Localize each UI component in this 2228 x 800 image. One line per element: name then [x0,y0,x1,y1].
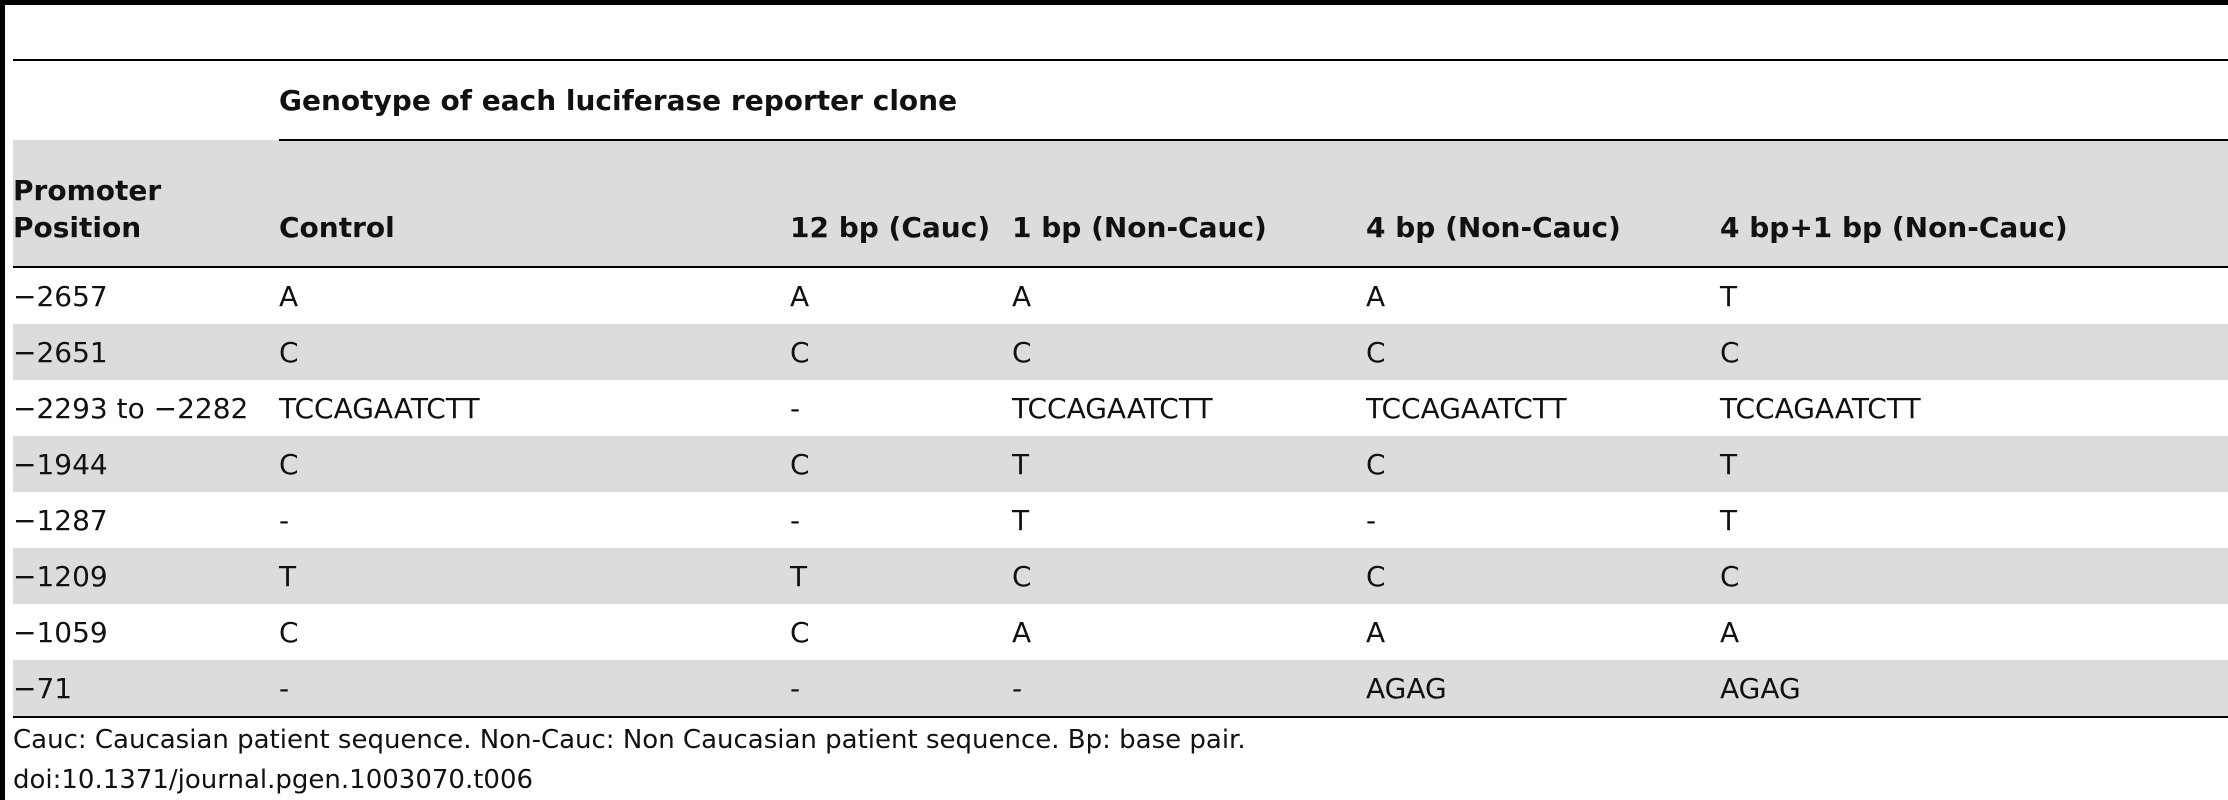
cell-1bp-non-cauc: - [1012,660,1366,717]
cell-4bp-non-cauc: A [1366,279,1386,313]
cell-4bp-1bp-non-cauc: A [1720,615,1740,649]
column-header-12bp-cauc: 12 bp (Cauc) [790,140,1012,267]
cell-1bp-non-cauc: C [1012,548,1366,604]
column-header-control: Control [279,140,790,267]
column-header-4bp-non-cauc: 4 bp (Non-Cauc) [1366,140,1720,267]
cell-control: TCCAGAATCTT [279,391,480,425]
cell-1bp-non-cauc: T [1012,503,1030,537]
genotype-table-container [13,59,2228,718]
cell-4bp-1bp-non-cauc: AGAG [1720,660,2228,717]
cell-control: - [279,660,790,717]
cell-control: C [279,324,790,380]
cell-12bp-cauc: A [790,279,810,313]
left-border-rule [0,0,5,800]
column-header-4bp-1bp-non-cauc: 4 bp+1 bp (Non-Cauc) [1720,140,2228,267]
cell-4bp-1bp-non-cauc: C [1720,324,2228,380]
cell-12bp-cauc: T [790,548,1012,604]
cell-12bp-cauc: - [790,660,1012,717]
abbreviation-legend: Cauc: Caucasian patient sequence. Non-Cauc: Non Caucasian patient sequence. Bp: base pair. [13,725,1246,755]
cell-4bp-non-cauc: TCCAGAATCTT [1366,391,1567,425]
cell-position: −1944 [13,436,279,492]
cell-4bp-non-cauc: AGAG [1366,660,1720,717]
cell-control: C [279,615,299,649]
cell-4bp-1bp-non-cauc: T [1720,503,1738,537]
cell-12bp-cauc: C [790,324,1012,380]
table-row [13,324,2228,380]
column-header-promoter-position: Promoter Position [13,140,279,267]
cell-1bp-non-cauc: C [1012,324,1366,380]
group-header-label: Genotype of each luciferase reporter clone [279,60,2228,140]
column-header-1bp-non-cauc: 1 bp (Non-Cauc) [1012,140,1366,267]
cell-1bp-non-cauc: T [1012,436,1366,492]
table-row [13,267,2228,324]
cell-position: −1209 [13,548,279,604]
cell-4bp-non-cauc: C [1366,324,1720,380]
cell-4bp-non-cauc: C [1366,436,1720,492]
cell-4bp-1bp-non-cauc: TCCAGAATCTT [1720,391,1921,425]
column-header-row [13,140,2228,267]
group-header-spacer [13,60,279,140]
cell-control: C [279,436,790,492]
genotype-table [13,59,2228,718]
cell-position: −71 [13,660,279,717]
table-row [13,436,2228,492]
cell-position: −1287 [13,503,108,537]
cell-position: −2293 to −2282 [13,391,249,425]
cell-position: −2651 [13,324,279,380]
table-row [13,604,2228,660]
cell-1bp-non-cauc: TCCAGAATCTT [1012,391,1213,425]
table-row [13,380,2228,436]
cell-4bp-non-cauc: C [1366,548,1720,604]
doi-reference: doi:10.1371/journal.pgen.1003070.t006 [13,765,534,795]
table-row [13,492,2228,548]
cell-12bp-cauc: - [790,503,801,537]
cell-1bp-non-cauc: A [1012,615,1032,649]
cell-4bp-non-cauc: - [1366,503,1377,537]
cell-12bp-cauc: C [790,436,1012,492]
cell-12bp-cauc: C [790,615,810,649]
table-row [13,660,2228,717]
top-border-rule [0,0,2228,5]
cell-4bp-non-cauc: A [1366,615,1386,649]
table-footnote [13,720,1246,800]
cell-4bp-1bp-non-cauc: C [1720,548,2228,604]
cell-position: −1059 [13,615,108,649]
group-header-row [13,60,2228,140]
cell-control: A [279,279,299,313]
cell-4bp-1bp-non-cauc: T [1720,279,1738,313]
cell-4bp-1bp-non-cauc: T [1720,436,2228,492]
table-row [13,548,2228,604]
cell-control: T [279,548,790,604]
cell-position: −2657 [13,279,108,313]
cell-control: - [279,503,290,537]
cell-1bp-non-cauc: A [1012,279,1032,313]
cell-12bp-cauc: - [790,391,801,425]
